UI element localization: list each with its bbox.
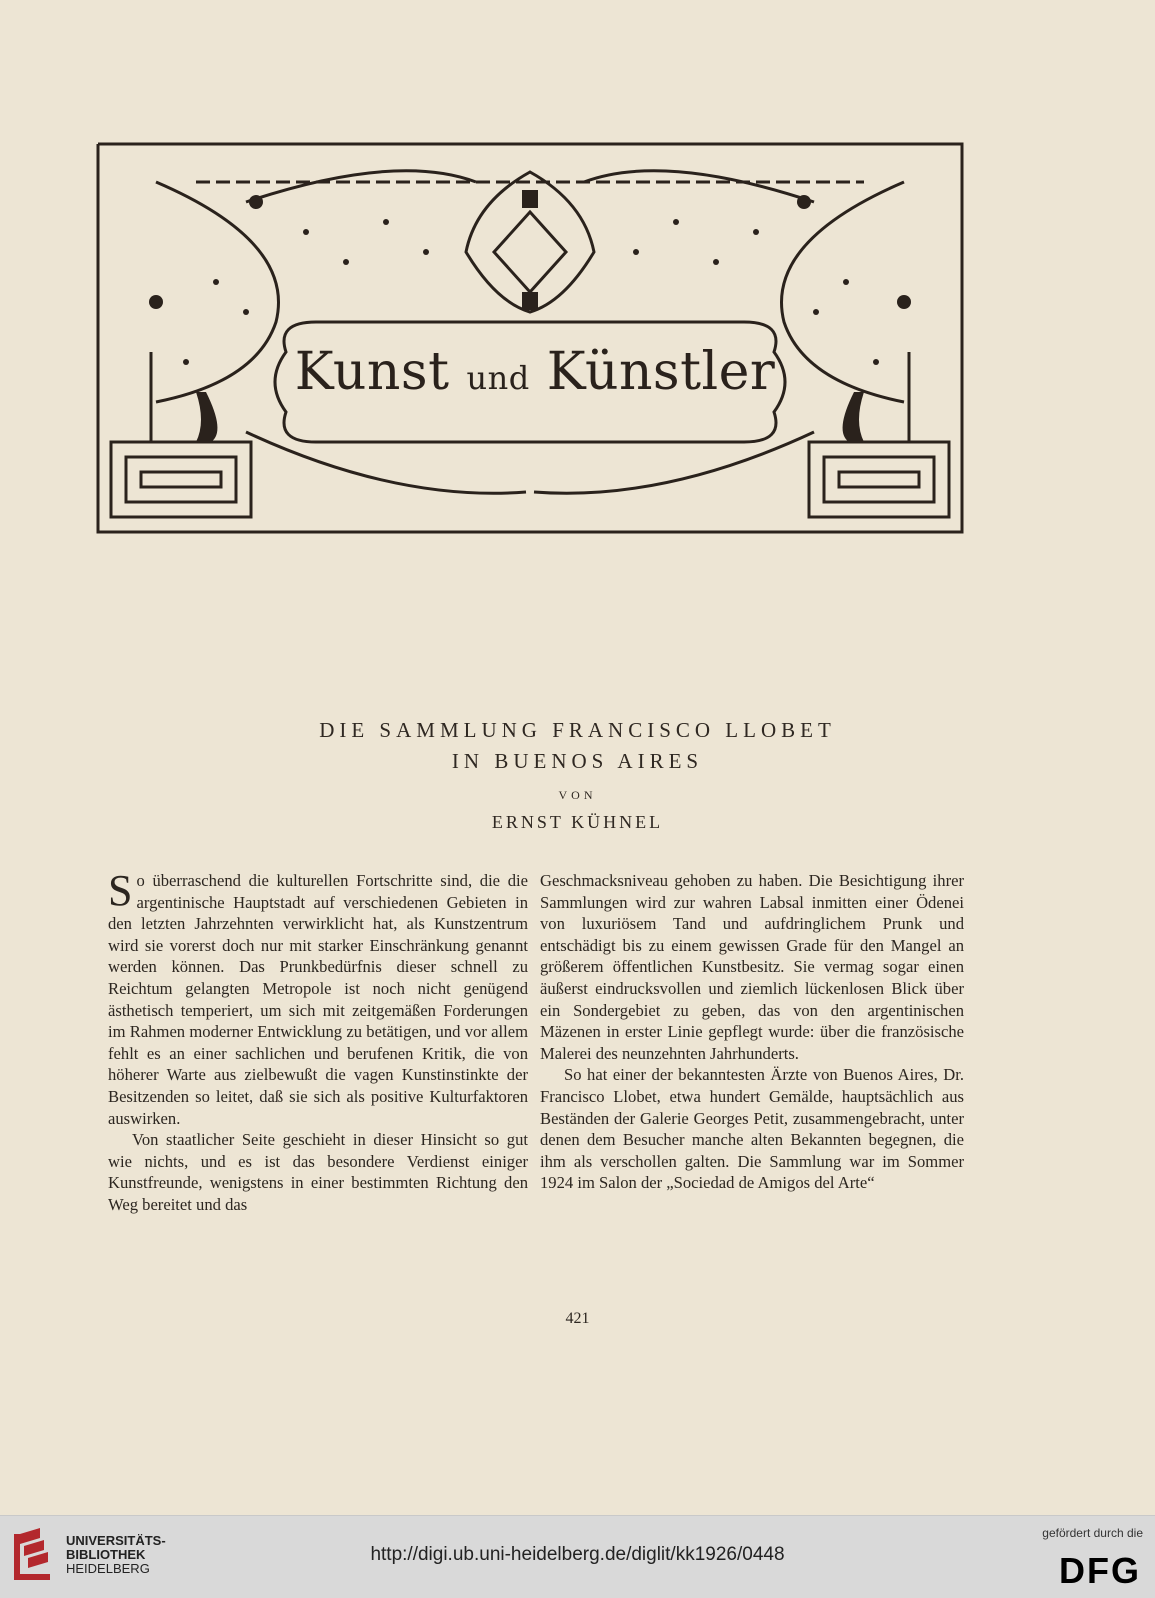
drop-cap: S — [108, 866, 133, 915]
paragraph: So hat einer der bekanntesten Ärzte von Buenos Aires, Dr. Francisco Llobet, etwa hundert Gemälde, hauptsächlich aus Beständen der Galerie Georges Petit, zusammengebracht, unter denen dem Besucher manche alten Bekannten begegnen, die ihm als verschollen galten. Die Sammlung war im Sommer 1924 im Salon der „Sociedad de Amigos del Arte“ — [540, 1065, 964, 1193]
library-name: UNIVERSITÄTS- BIBLIOTHEK HEIDELBERG — [66, 1533, 166, 1576]
paragraph: Von staatlicher Seite geschieht in dieser Hinsicht so gut wie nichts, und es ist das besondere Verdienst einiger Kunstfreunde, wenigstens in einer bestimmten Richtung den Weg bereitet und das — [108, 1130, 528, 1214]
text-column-right — [540, 870, 964, 1194]
dfg-logo[interactable]: DFG — [1059, 1550, 1141, 1591]
section-header-title: Kunst und Künstler — [294, 342, 776, 402]
article-title-line-2: IN BUENOS AIRES — [451, 749, 704, 773]
author-name: ERNST KÜHNEL — [491, 812, 664, 832]
permalink-link[interactable]: http://digi.ub.uni-heidelberg.de/diglit/kk1926/0448 — [370, 1544, 785, 1565]
ornamental-header-frame — [96, 142, 964, 534]
footer-bar — [0, 1515, 1155, 1598]
page-number: 421 — [565, 1310, 590, 1327]
paragraph: Geschmacksniveau gehoben zu haben. Die Besichtigung ihrer Sammlungen wird zur wahren Labsal inmitten einer Ödenei von luxuriösem Tand und aufdringlichem Prunk und entschädigt bis zu einem gewissen Grade für den Mangel an größerem öffentlichen Kunstbesitz. Sie vermag sogar einen äußerst eindrucksvollen und ziemlich lückenlosen Blick über ein Sondergebiet zu geben, das von den argentinischen Mäzenen in erster Linie gepflegt wurde: über die französische Malerei des neunzehnten Jahrhunderts. — [540, 871, 964, 1063]
text-column-left — [108, 866, 528, 1216]
paragraph: So überraschend die kulturellen Fortschritte sind, die die argentinische Hauptstadt auf verschiedenen Gebieten in den letzten Jahrzehnten verwirklicht hat, als Kunstzentrum wird sie vorerst doch nur mit starker Einschränkung genannt werden können. Das Prunkbedürfnis dieser schnell zu Reichtum gelangten Metropole ist noch nicht genügend ästhetisch temperiert, um sich mit zeitgemäßen Forderungen im Rahmen moderner Entwicklung zu betätigen, und vor allem fehlt es an einer sachlichen und berufenen Kritik, die von höherer Warte aus zielbewußt die vagen Kunstinstinkte der Besitzenden so leitet, daß sie sich als positive Kulturfaktoren auswirken. — [108, 866, 528, 1128]
byline-von: VON — [558, 788, 597, 802]
article-title-line-1: DIE SAMMLUNG FRANCISCO LLOBET — [319, 718, 836, 742]
permalink-url — [0, 1544, 1155, 1566]
funding-note: gefördert durch die — [1042, 1526, 1143, 1540]
